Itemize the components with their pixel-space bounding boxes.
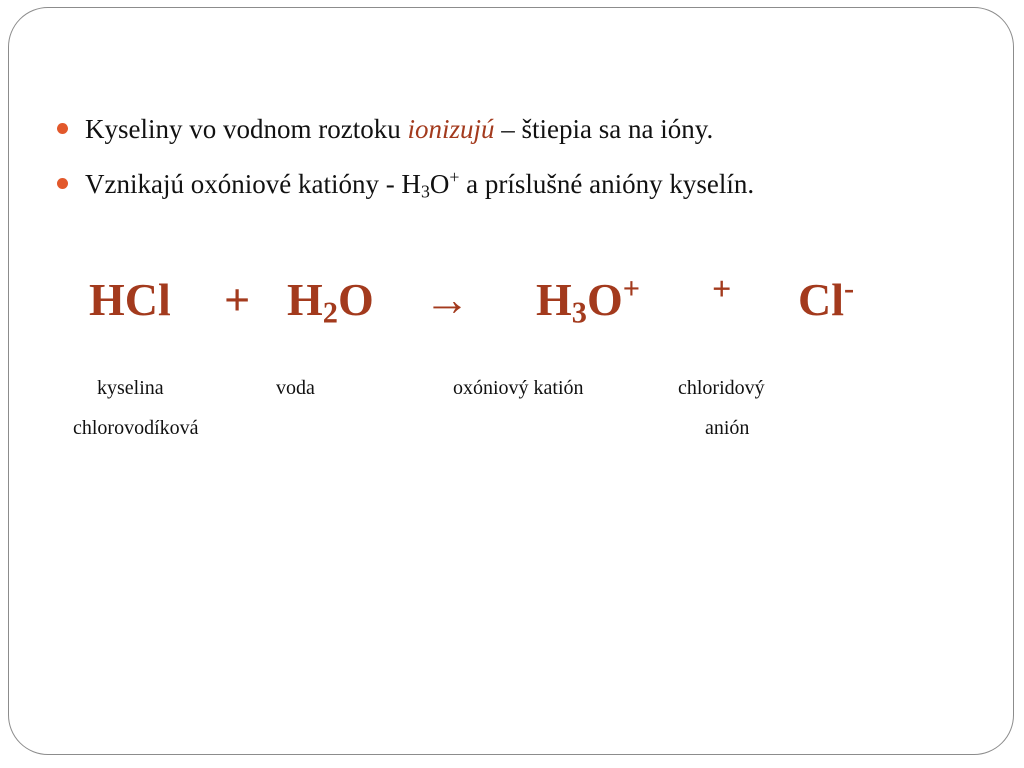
- bullet-dot-icon: [57, 123, 68, 134]
- oxonium-h: H: [536, 274, 572, 325]
- label-oxonium: oxóniový katión: [453, 377, 584, 399]
- label-chloride-line1: chloridový: [678, 377, 765, 399]
- label-hcl-line1: kyselina: [97, 377, 164, 399]
- chloride-charge: -: [844, 271, 855, 306]
- equation-water: [287, 272, 374, 328]
- bullet-dot-icon: [57, 178, 68, 189]
- equation-plus-2: +: [712, 271, 732, 308]
- water-subscript: 2: [322, 295, 338, 330]
- bullet-text: Vznikajú oxóniové katióny - H: [85, 169, 421, 199]
- chloride-cl: Cl: [798, 274, 844, 325]
- subscript: 3: [420, 181, 430, 202]
- oxonium-o: O: [586, 274, 623, 325]
- equation-plus: +: [224, 274, 251, 325]
- oxonium-charge: +: [622, 271, 641, 306]
- label-chloride-line2: anión: [705, 417, 750, 439]
- equation-hcl: HCl: [89, 274, 171, 325]
- oxonium-subscript: 3: [571, 295, 587, 330]
- superscript: +: [449, 167, 460, 188]
- label-hcl-line2: chlorovodíková: [73, 417, 199, 439]
- bullet-text: Kyseliny vo vodnom roztoku: [85, 114, 408, 144]
- bullet-text: O: [429, 169, 450, 199]
- water-o: O: [337, 274, 374, 325]
- water-h: H: [287, 274, 323, 325]
- bullet-item-oxonium: [57, 167, 754, 201]
- ionize-emphasis: ionizujú: [407, 114, 495, 144]
- equation-chloride: [798, 272, 854, 328]
- bullet-text: – štiepia sa na ióny.: [494, 114, 714, 144]
- bullet-text: a príslušné anióny kyselín.: [459, 169, 755, 199]
- bullet-list: [57, 112, 754, 222]
- equation-oxonium: [536, 272, 640, 328]
- bullet-item-ionization: [57, 112, 754, 146]
- equation-arrow: →: [424, 274, 470, 325]
- label-water: voda: [276, 377, 315, 399]
